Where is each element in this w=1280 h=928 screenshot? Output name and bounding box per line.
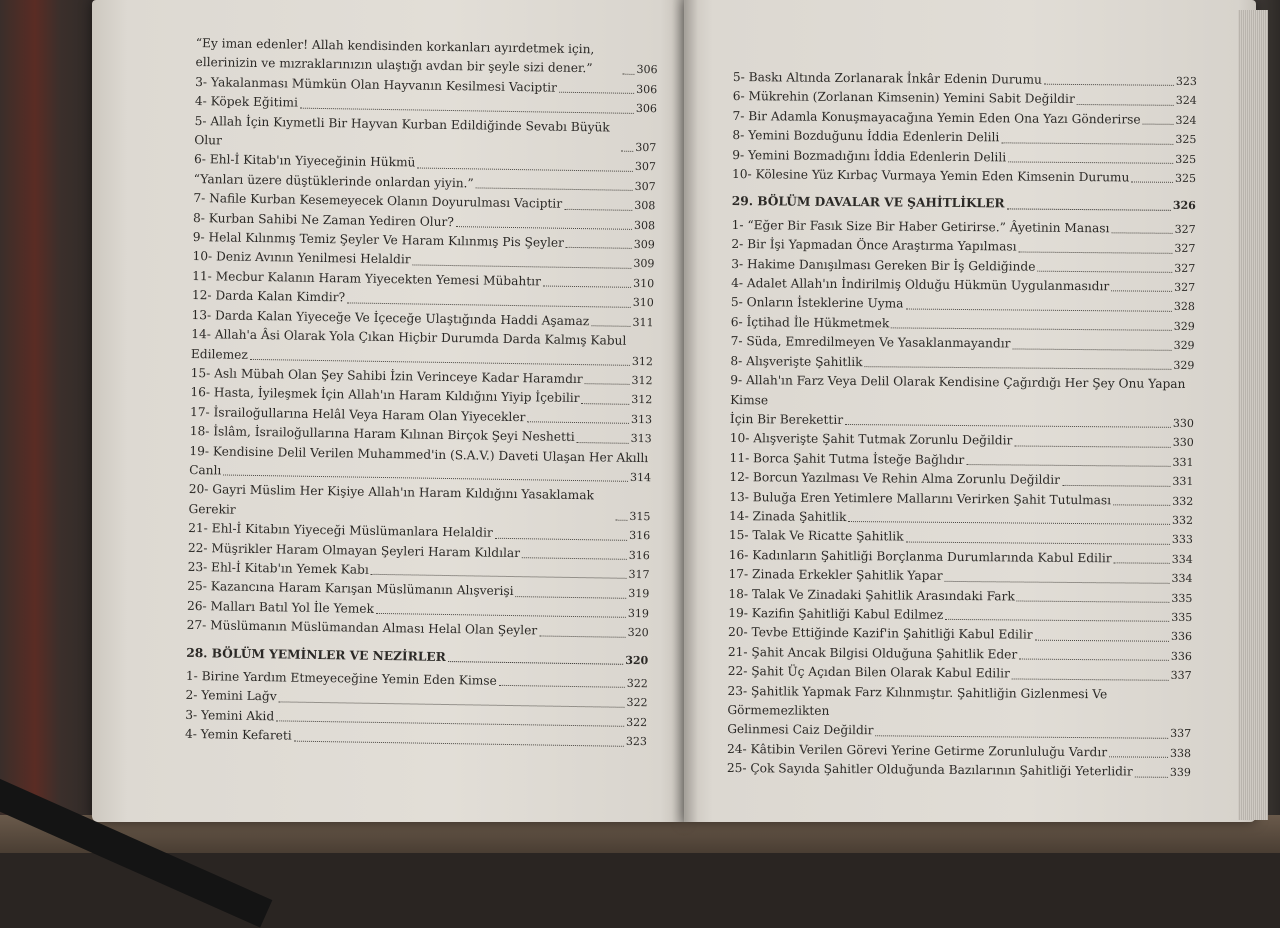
toc-entry-text-continued: İçin Bir Berekettir bbox=[729, 411, 844, 427]
toc-entry-text: 25- Çok Sayıda Şahitler Olduğunda Bazılarının Şahitliği Yeterlidir bbox=[726, 761, 1133, 779]
toc-page-number: 307 bbox=[634, 160, 657, 174]
toc-entry-text: 15- Talak Ve Ricatte Şahitlik bbox=[728, 528, 904, 544]
dot-leader bbox=[476, 188, 633, 191]
toc-entry-text: 7- Bir Adamla Konuşmayacağına Yemin Eden Ona Yazı Gönderirse bbox=[732, 108, 1141, 127]
toc-page-number: 315 bbox=[629, 509, 651, 523]
dot-leader bbox=[1007, 208, 1171, 210]
dot-leader bbox=[1077, 104, 1174, 106]
dot-leader bbox=[1113, 504, 1170, 505]
dot-leader bbox=[566, 247, 632, 249]
toc-entry bbox=[732, 165, 1196, 188]
toc-entry bbox=[730, 371, 1194, 433]
dot-leader bbox=[1111, 233, 1172, 235]
toc-page-number: 327 bbox=[1174, 222, 1196, 236]
dot-leader bbox=[1017, 600, 1170, 602]
dot-leader bbox=[516, 596, 627, 599]
toc-page-number: 308 bbox=[634, 199, 656, 213]
toc-page-number: 309 bbox=[633, 257, 655, 271]
dot-leader bbox=[945, 619, 1169, 622]
dot-leader bbox=[577, 442, 629, 444]
toc-page-number: 307 bbox=[634, 179, 656, 194]
toc-entry-text: “Yanları üzere düştüklerinde onlardan yiyin.” bbox=[193, 171, 474, 191]
toc-page-number: 329 bbox=[1173, 358, 1195, 372]
toc-entry-text: 15- Aslı Mübah Olan Şey Sahibi İzin Verinceye Kadar Haramdır bbox=[190, 365, 583, 387]
toc-entry-text: 9- Allah'ın Farz Veya Delil Olarak Kendisine Çağırdığı Her Şey Onu Yapan Kimse bbox=[730, 373, 1186, 407]
dot-leader bbox=[1114, 562, 1170, 563]
toc-entry-text: 19- Kazifin Şahitliği Kabul Edilmez bbox=[728, 605, 944, 622]
toc-entry-text: 9- Yemini Bozmadığını İddia Edenlerin Delili bbox=[732, 147, 1007, 165]
toc-entry bbox=[727, 682, 1191, 744]
toc-entry-text-continued: Edilemez bbox=[190, 346, 248, 362]
toc-page-number: 312 bbox=[631, 354, 654, 368]
dot-leader bbox=[1014, 445, 1170, 447]
dot-leader bbox=[585, 383, 630, 385]
book-gutter bbox=[672, 0, 698, 822]
toc-entry-text: 21- Şahit Ancak Bilgisi Olduğuna Şahitlik Eder bbox=[727, 644, 1018, 662]
dot-leader bbox=[1109, 757, 1168, 759]
dot-leader bbox=[1111, 291, 1172, 293]
dot-leader bbox=[527, 421, 629, 424]
toc-page-number: 325 bbox=[1174, 171, 1197, 186]
dot-leader bbox=[1001, 142, 1173, 145]
toc-entry-text: 22- Şahit Üç Açıdan Bilen Olarak Kabul Edilir bbox=[727, 664, 1010, 681]
dot-leader bbox=[559, 92, 634, 94]
dot-leader bbox=[376, 613, 626, 618]
dot-leader bbox=[276, 721, 624, 727]
toc-page-number: 338 bbox=[1169, 746, 1192, 760]
dot-leader bbox=[279, 701, 625, 707]
toc-page-number: 323 bbox=[625, 735, 648, 749]
toc-page-number: 329 bbox=[1173, 319, 1195, 333]
dot-leader bbox=[456, 226, 632, 230]
toc-page-number: 319 bbox=[628, 587, 650, 601]
toc-entry-text: 5- Allah İçin Kıymetli Bir Hayvan Kurban Edildiğinde Sevabı Büyük Olur bbox=[194, 113, 610, 148]
dot-leader bbox=[539, 635, 625, 637]
toc-entry-text: 3- Hakime Danışılması Gereken Bir İş Geldiğinde bbox=[731, 256, 1036, 274]
toc-entry-text: 7- Nafile Kurban Kesemeyecek Olanın Doyurulması Vaciptir bbox=[193, 191, 563, 212]
toc-entry-text: 6- İçtihad İle Hükmetmek bbox=[730, 314, 890, 331]
dot-leader bbox=[1044, 84, 1174, 86]
toc-page-number: 320 bbox=[627, 626, 649, 640]
toc-page-number: 339 bbox=[1169, 766, 1191, 780]
toc-entry-text: 9- Helal Kılınmış Temiz Şeyler Ve Haram Kılınmış Pis Şeyler bbox=[192, 230, 565, 250]
toc-page-number: 313 bbox=[630, 432, 652, 446]
toc-page-number: 337 bbox=[1170, 669, 1192, 683]
toc-entry-text: 21- Ehl-İ Kitabın Yiyeceği Müslümanlara Helaldir bbox=[188, 521, 493, 540]
dot-leader bbox=[495, 537, 627, 540]
dot-leader bbox=[1019, 659, 1169, 661]
dot-leader bbox=[875, 735, 1168, 739]
toc-entry-text: 7- Süda, Emredilmeyen Ve Yasaklanmayandır bbox=[730, 334, 1011, 351]
dot-leader bbox=[1062, 484, 1170, 486]
toc-entry-text: 11- Borca Şahit Tutma İsteğe Bağlıdır bbox=[729, 450, 965, 467]
toc-entry-text: 3- Yemini Akid bbox=[185, 707, 275, 724]
toc-entry-text: 14- Allah'a Âsi Olarak Yola Çıkan Hiçbir Durumda Darda Kalmış Kabul bbox=[191, 327, 627, 348]
toc-page-number: 330 bbox=[1172, 436, 1194, 450]
dot-leader bbox=[564, 208, 632, 210]
toc-entry-text: 13- Darda Kalan Yiyeceğe Ve İçeceğe Ulaştığında Haddi Aşamaz bbox=[191, 307, 590, 328]
toc-page-number: 322 bbox=[626, 676, 648, 691]
dot-leader bbox=[300, 107, 634, 113]
toc-page-number: 334 bbox=[1171, 552, 1193, 566]
toc-entry-text: 10- Kölesine Yüz Kırbaç Vurmaya Yemin Eden Kimsenin Durumu bbox=[732, 167, 1130, 185]
toc-entry-text: 23- Ehl-İ Kitab'ın Yemek Kabı bbox=[187, 559, 369, 577]
section-heading bbox=[186, 644, 648, 671]
dot-leader bbox=[622, 74, 634, 75]
toc-page-number: 311 bbox=[632, 315, 654, 329]
dot-leader bbox=[621, 151, 633, 152]
toc-page-number: 327 bbox=[1174, 261, 1196, 275]
toc-page-number: 336 bbox=[1170, 630, 1193, 644]
toc-page-number: 314 bbox=[629, 470, 652, 485]
toc-page-number: 310 bbox=[633, 276, 655, 291]
toc-entry-text: 10- Alışverişte Şahit Tutmak Zorunlu Değildir bbox=[729, 431, 1013, 448]
toc-page-number: 312 bbox=[631, 373, 653, 388]
toc-entry-text: 27- Müslümanın Müslümandan Alması Helal Olan Şeyler bbox=[186, 618, 538, 638]
toc-page-number: 319 bbox=[627, 606, 650, 620]
dot-leader bbox=[906, 541, 1170, 544]
toc-page-number: 312 bbox=[631, 393, 653, 407]
toc-page-number: 332 bbox=[1172, 513, 1194, 527]
toc-entry-text: 12- Borcun Yazılması Ve Rehin Alma Zorunlu Değildir bbox=[729, 470, 1061, 487]
toc-entry-text: 1- Birine Yardım Etmeyeceğine Yemin Eden Kimse bbox=[185, 668, 497, 688]
toc-entry-text: 5- Baskı Altında Zorlanarak İnkâr Edenin Durumu bbox=[732, 69, 1043, 87]
toc-entry-text: 12- Darda Kalan Kimdir? bbox=[191, 288, 346, 305]
toc-entry-text: 2- Bir İşi Yapmadan Önce Araştırma Yapılması bbox=[731, 237, 1017, 254]
toc-page-number: 309 bbox=[633, 237, 655, 252]
dot-leader bbox=[615, 520, 627, 521]
dot-leader bbox=[294, 740, 624, 746]
toc-page-number: 335 bbox=[1171, 610, 1193, 624]
toc-entry-text: 20- Tevbe Ettiğinde Kazif'in Şahitliği Kabul Edilir bbox=[728, 625, 1033, 643]
toc-page-number: 324 bbox=[1175, 94, 1197, 108]
toc-entry-text: 18- Talak Ve Zinadaki Şahitlik Arasındaki Fark bbox=[728, 586, 1015, 604]
toc-entry-text: 20- Gayri Müslim Her Kişiye Allah'ın Haram Kıldığını Yasaklamak Gerekir bbox=[188, 482, 595, 517]
toc-entry-text-continued: Gelinmesi Caiz Değildir bbox=[727, 722, 874, 738]
toc-page-number: 322 bbox=[626, 696, 648, 710]
dot-leader bbox=[413, 264, 632, 268]
toc-page-number: 325 bbox=[1175, 152, 1197, 166]
dot-leader bbox=[1143, 124, 1174, 125]
toc-entry-text: 23- Şahitlik Yapmak Farz Kılınmıştır. Şahitliğin Gizlenmesi Ve Görmemezlikten bbox=[727, 683, 1108, 718]
dot-leader bbox=[891, 328, 1172, 331]
dot-leader bbox=[1012, 678, 1169, 680]
dot-leader bbox=[1018, 251, 1172, 253]
toc-entry-text: 6- Mükrehin (Zorlanan Kimsenin) Yemini Sabit Değildir bbox=[732, 89, 1075, 107]
toc-page-number: 306 bbox=[635, 102, 657, 116]
toc-entry-text: 22- Müşrikler Haram Olmayan Şeyleri Haram Kıldılar bbox=[187, 540, 521, 560]
toc-page-number: 328 bbox=[1173, 300, 1195, 314]
section-heading-text: 28. BÖLÜM YEMİNLER VE NEZİRLER bbox=[186, 645, 446, 664]
toc-entry-text: 8- Alışverişte Şahitlik bbox=[730, 353, 863, 369]
toc-page-number: 320 bbox=[625, 653, 649, 667]
dot-leader bbox=[945, 580, 1170, 583]
left-toc-column bbox=[185, 34, 658, 752]
dot-leader bbox=[905, 308, 1171, 311]
dot-leader bbox=[1037, 271, 1172, 273]
toc-page-number: 326 bbox=[1172, 199, 1196, 213]
toc-entry-text: 17- İsrailoğullarına Helâl Veya Haram Olan Yiyecekler bbox=[189, 404, 526, 424]
toc-page-number: 331 bbox=[1172, 474, 1194, 489]
toc-page-number: 324 bbox=[1175, 113, 1197, 127]
toc-page-number: 313 bbox=[630, 412, 653, 426]
dot-leader bbox=[1008, 161, 1173, 163]
dot-leader bbox=[865, 366, 1172, 370]
dot-leader bbox=[591, 325, 630, 327]
toc-page-number: 329 bbox=[1173, 339, 1195, 353]
toc-entry-text: “Ey iman edenler! Allah kendisinden korkanları ayırdetmek için, ellerinizin ve mızraklarınızın ulaştığı avdan bir şeyle sizi dener.” bbox=[195, 35, 595, 76]
toc-page-number: 334 bbox=[1171, 572, 1193, 586]
dot-leader bbox=[371, 574, 627, 579]
toc-entry-text: 14- Zinada Şahitlik bbox=[729, 508, 847, 524]
toc-page-number: 333 bbox=[1171, 533, 1193, 547]
toc-entry-text: 17- Zinada Erkekler Şahitlik Yapar bbox=[728, 567, 943, 584]
dot-leader bbox=[1135, 776, 1168, 777]
dot-leader bbox=[1035, 639, 1169, 641]
toc-page-number: 307 bbox=[635, 140, 657, 155]
dot-leader bbox=[417, 167, 633, 171]
toc-page-number: 316 bbox=[629, 529, 651, 543]
toc-page-number: 336 bbox=[1170, 649, 1192, 663]
toc-page-number: 325 bbox=[1175, 133, 1197, 147]
section-heading-text: 29. BÖLÜM DAVALAR VE ŞAHİTLİKLER bbox=[731, 194, 1005, 211]
toc-page-number: 327 bbox=[1174, 242, 1196, 256]
toc-page-number: 306 bbox=[636, 63, 658, 77]
toc-page-number: 308 bbox=[633, 218, 656, 232]
toc-entry-text: 16- Hasta, İyileşmek İçin Allah'ın Haram Kıldığını Yiyip İçebilir bbox=[190, 385, 580, 406]
toc-entry-text: 19- Kendisine Delil Verilen Muhammed'in (S.A.V.) Daveti Ulaşan Her Akıllı bbox=[189, 443, 649, 465]
toc-entry-text: 10- Deniz Avının Yenilmesi Helaldir bbox=[192, 249, 411, 267]
dot-leader bbox=[347, 302, 631, 307]
toc-page-number: 327 bbox=[1174, 280, 1196, 295]
dot-leader bbox=[845, 424, 1171, 428]
toc-page-number: 335 bbox=[1171, 591, 1193, 605]
section-heading bbox=[732, 192, 1196, 215]
toc-entry-text: 18- İslâm, İsrailoğullarına Haram Kılınan Birçok Şeyi Neshetti bbox=[189, 424, 575, 445]
toc-entry-text: 2- Yemini Lağv bbox=[185, 688, 277, 704]
toc-page-number: 330 bbox=[1172, 416, 1194, 430]
toc-entry-text: 24- Kâtibin Verilen Görevi Yerine Getirme Zorunluluğu Vardır bbox=[726, 741, 1108, 760]
toc-page-number: 316 bbox=[628, 548, 650, 562]
toc-page-number: 323 bbox=[1175, 74, 1197, 89]
toc-entry-text: 8- Kurban Sahibi Ne Zaman Yediren Olur? bbox=[193, 210, 454, 229]
dot-leader bbox=[499, 685, 625, 688]
toc-entry-text: 8- Yemini Bozduğunu İddia Edenlerin Delili bbox=[732, 128, 1000, 145]
dot-leader bbox=[543, 286, 631, 288]
toc-page-number: 322 bbox=[626, 715, 648, 729]
toc-entry-text: 11- Mecbur Kalanın Haram Yiyecekten Yemesi Mübahtır bbox=[192, 268, 542, 289]
toc-entry-text: 26- Malları Batıl Yol İle Yemek bbox=[186, 598, 375, 616]
right-toc-column bbox=[727, 68, 1197, 783]
toc-entry-text: 6- Ehl-İ Kitab'ın Yiyeceğinin Hükmü bbox=[193, 152, 416, 170]
toc-entry-text: 16- Kadınların Şahitliği Borçlanma Durumlarında Kabul Edilir bbox=[728, 547, 1112, 566]
toc-entry-text-continued: Canlı bbox=[189, 462, 222, 478]
dot-leader bbox=[966, 464, 1170, 467]
background-bookshelf bbox=[0, 0, 100, 853]
toc-entry-text: 3- Yakalanması Mümkün Olan Hayvanın Kesilmesi Vaciptir bbox=[195, 74, 558, 95]
toc-entry bbox=[727, 759, 1191, 782]
page-edges bbox=[1238, 10, 1268, 820]
toc-entry-text: 25- Kazancına Haram Karışan Müslümanın Alışverişi bbox=[187, 579, 514, 599]
dot-leader bbox=[448, 661, 623, 665]
toc-entry-text: 4- Köpek Eğitimi bbox=[194, 94, 299, 110]
toc-entry-text: 5- Onların İsteklerine Uyma bbox=[730, 295, 904, 311]
toc-page-number: 317 bbox=[628, 567, 650, 582]
toc-entry-text: 4- Adalet Allah'ın İndirilmiş Olduğu Hükmün Uygulanmasıdır bbox=[731, 276, 1110, 294]
toc-page-number: 332 bbox=[1172, 494, 1194, 508]
toc-page-number: 331 bbox=[1172, 455, 1194, 469]
dot-leader bbox=[848, 521, 1170, 525]
toc-entry-text: 1- “Eğer Bir Fasık Size Bir Haber Getirirse.” Âyetinin Manası bbox=[731, 217, 1110, 236]
toc-page-number: 306 bbox=[636, 82, 658, 97]
dot-leader bbox=[522, 557, 627, 560]
dot-leader bbox=[581, 403, 629, 405]
dot-leader bbox=[1131, 182, 1173, 183]
toc-page-number: 310 bbox=[632, 296, 654, 310]
toc-entry-text: 13- Buluğa Eren Yetimlere Mallarını Verirken Şahit Tutulması bbox=[729, 489, 1112, 507]
toc-entry-text: 4- Yemin Kefareti bbox=[184, 727, 292, 743]
dot-leader bbox=[1012, 348, 1171, 350]
toc-page-number: 337 bbox=[1170, 727, 1192, 741]
